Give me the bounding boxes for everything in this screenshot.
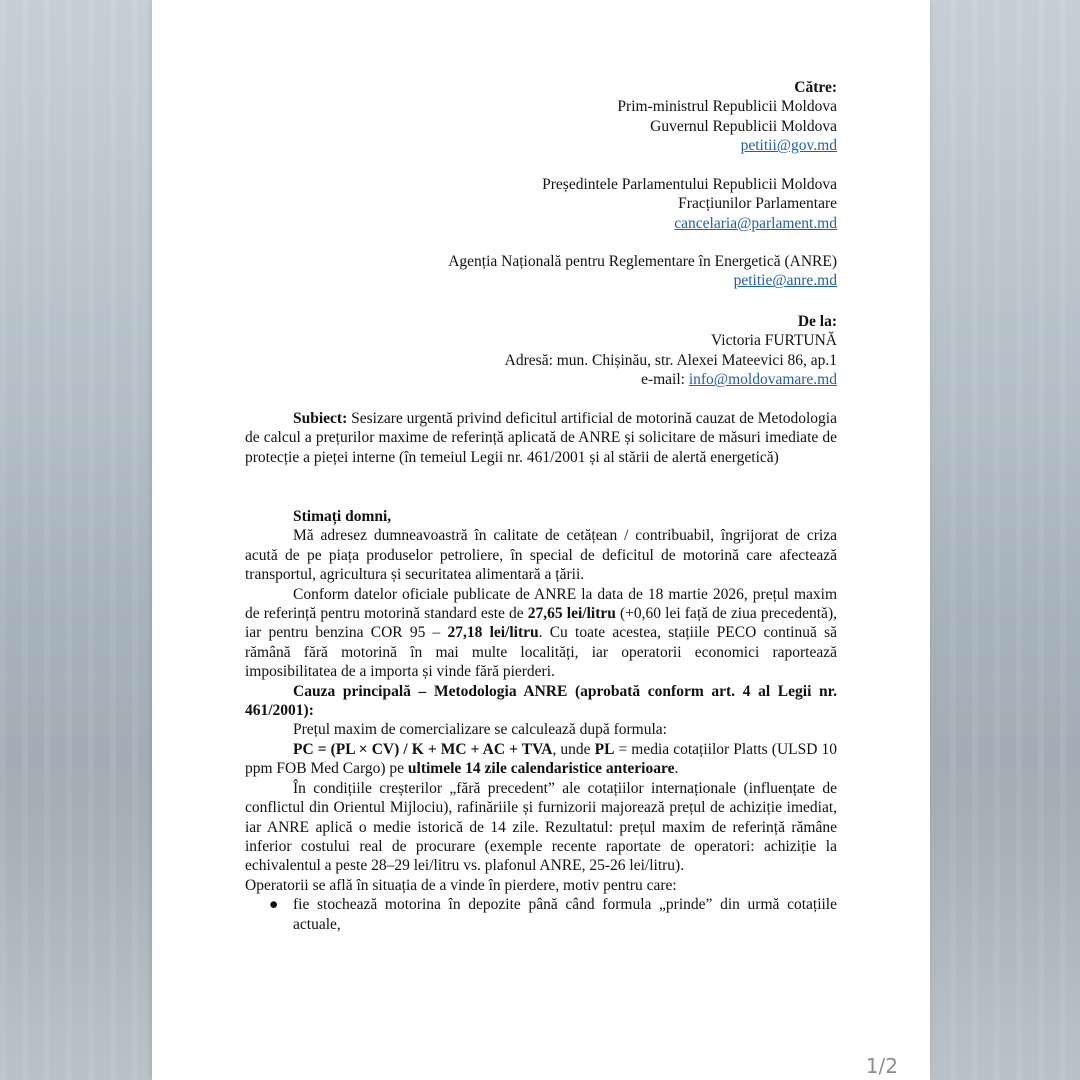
recipients-block bbox=[245, 78, 837, 156]
letter-body bbox=[245, 507, 837, 934]
bullet-item bbox=[245, 895, 837, 934]
catre-label: Către: bbox=[794, 79, 837, 96]
recipient-2-line-2: Fracțiunilor Parlamentare bbox=[678, 195, 837, 213]
recipient-2-email-link[interactable]: cancelaria@parlament.md bbox=[674, 214, 837, 232]
body-paragraph-1: Mă adresez dumneavoastră în calitate de cetățean / contribuabil, îngrijorat de criza acută de pe piața produselor petroliere, în special de deficitul de motorină care afectează transportul, agricultura și securitatea alimentară a țării. bbox=[245, 527, 837, 584]
p2-text-a: Conform datelor oficiale publicate de ANRE la data de 18 martie 2026, prețul maxim de referință pentru motorină standard este de bbox=[245, 585, 837, 623]
p2-text-e: . Cu toate acestea, stațiile PECO continuă să rămână fără motorină în mai multe localități, iar operatorii economici raportează imposibilitatea de a importa și vinde fără pierderi. bbox=[245, 624, 837, 681]
background-right bbox=[928, 0, 1080, 1080]
bullet-dot: ● bbox=[269, 896, 279, 914]
subject-paragraph bbox=[245, 409, 837, 467]
subject-text: Sesizare urgentă privind deficitul artificial de motorină cauzat de Metodologia de calcul a prețurilor maxime de referință aplicată de ANRE și solicitare de măsuri imediate de protecție a pieței interne (în temeiul Legii nr. 461/2001 și al stării de alertă energetică) bbox=[245, 410, 837, 466]
formula-pl: PL bbox=[594, 740, 615, 758]
background-left bbox=[0, 0, 152, 1080]
formula: PC = (PL × CV) / K + MC + AC + TVA bbox=[293, 740, 553, 758]
sender-address: Adresă: mun. Chișinău, str. Alexei Mateevici 86, ap.1 bbox=[504, 351, 837, 369]
sender-email-prefix: e-mail: bbox=[641, 371, 689, 389]
body-paragraph-4: În condițiile creșterilor „fără precedent” ale cotațiilor internaționale (influențate de conflictul din Orientul Mijlociu), rafinăriile și furnizorii majorează prețul de achiziție imediat, iar ANRE aplică o medie istorică de 14 zile. Rezultatul: prețul maxim de referință rămâne inferior costului real de procurare (exemple recente raportate de operatori: achiziție la echivalentul a peste 28–29 lei/litru vs. plafonul ANRE, 25-26 lei/litru). bbox=[245, 779, 837, 875]
formula-paragraph bbox=[245, 740, 837, 779]
formula-text-a: , unde bbox=[552, 740, 595, 758]
body-paragraph-5: Operatorii se află în situația de a vinde în pierdere, motiv pentru care: bbox=[245, 876, 677, 894]
formula-period: ultimele 14 zile calendaristice anterioare bbox=[407, 760, 675, 778]
document-page[interactable] bbox=[152, 0, 930, 1080]
recipient-3-line-1: Agenția Națională pentru Reglementare în Energetică (ANRE) bbox=[448, 253, 837, 270]
recipient-3-block bbox=[245, 252, 837, 291]
body-paragraph-2 bbox=[245, 585, 837, 682]
body-paragraph-3: Prețul maxim de comercializare se calculează după formula: bbox=[293, 721, 667, 739]
formula-text-c: . bbox=[674, 760, 679, 778]
petrol-price: 27,18 lei/litru bbox=[447, 624, 539, 642]
cause-heading: Cauza principală – Metodologia ANRE (aprobată conform art. 4 al Legii nr. 461/2001): bbox=[245, 682, 837, 720]
recipient-1-line-1: Prim-ministrul Republicii Moldova bbox=[617, 98, 837, 116]
formula-text-b: = media cotațiilor Platts (ULSD 10 ppm FOB Med Cargo) pe bbox=[245, 740, 837, 778]
page-indicator: 1/2 bbox=[865, 1054, 898, 1078]
recipient-2-block bbox=[245, 175, 837, 233]
recipient-2-line-1: Președintele Parlamentului Republicii Moldova bbox=[542, 176, 837, 193]
sender-label: De la: bbox=[797, 313, 837, 330]
recipient-1-email-link[interactable]: petitii@gov.md bbox=[740, 137, 837, 155]
sender-block bbox=[245, 312, 837, 390]
p2-text-c: (+0,60 lei față de ziua precedentă), iar pentru benzina COR 95 – bbox=[245, 605, 837, 642]
recipient-3-email-link[interactable]: petitie@anre.md bbox=[733, 272, 837, 290]
bullet-item-text: fie stochează motorina în depozite până când formula „prinde” din urmă cotațiile actuale, bbox=[293, 896, 837, 933]
salutation: Stimați domni, bbox=[293, 508, 392, 525]
sender-name: Victoria FURTUNĂ bbox=[711, 332, 837, 350]
diesel-price: 27,65 lei/litru bbox=[527, 605, 616, 623]
recipient-1-line-2: Guvernul Republicii Moldova bbox=[650, 117, 837, 135]
subject-label: Subiect: bbox=[293, 410, 348, 427]
sender-email-link[interactable]: info@moldovamare.md bbox=[688, 371, 837, 389]
